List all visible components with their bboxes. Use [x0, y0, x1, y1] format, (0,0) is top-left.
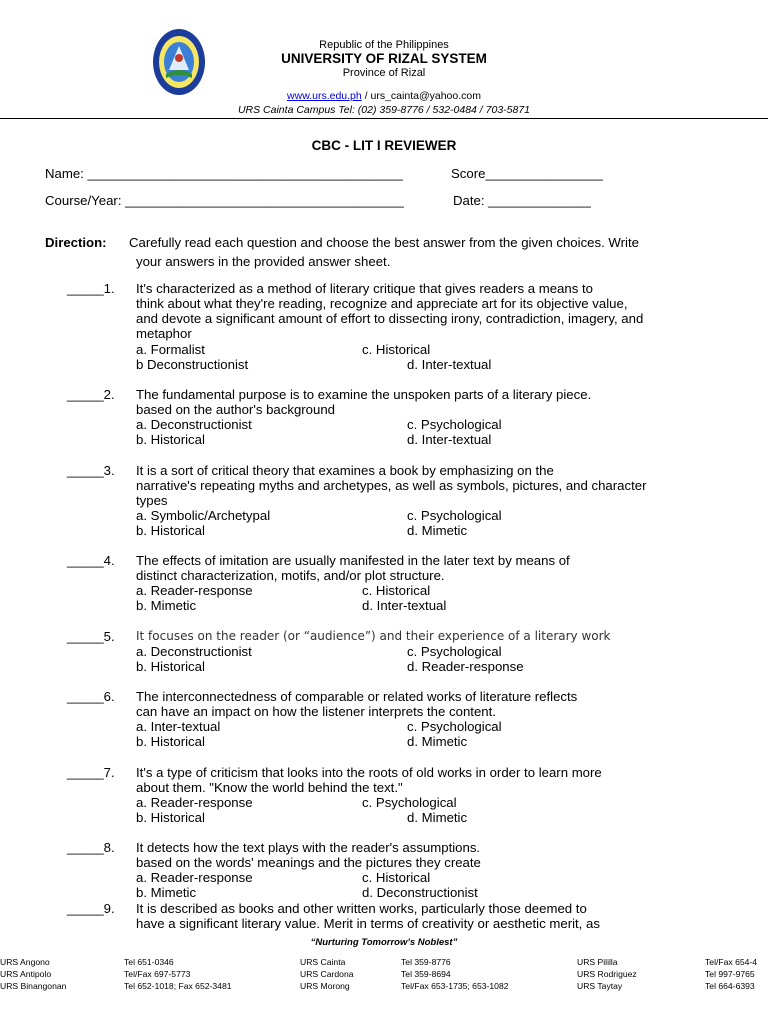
stem-line: It's characterized as a method of literary critique that gives readers a means to	[136, 281, 593, 296]
choice-d: d. Inter-textual	[362, 598, 447, 613]
date-field: Date: ______________	[453, 193, 591, 208]
question-stem	[136, 840, 481, 870]
footer-phone: Tel/Fax 654-4	[705, 957, 758, 967]
choice-d: d. Deconstructionist	[362, 885, 478, 900]
stem-line: based on the words' meanings and the pictures they create	[136, 855, 481, 870]
choice-b: b. Historical	[136, 734, 205, 749]
question-stem	[136, 281, 643, 341]
stem-line: It focuses on the reader (or “audience”) and their experience of a literary work	[136, 629, 611, 643]
header-university: UNIVERSITY OF RIZAL SYSTEM	[281, 51, 487, 66]
footer-phone: Tel 651-0346	[124, 957, 174, 967]
choice-a: a. Reader-response	[136, 583, 253, 598]
stem-line: It is described as books and other written works, particularly those deemed to	[136, 901, 587, 916]
stem-line: narrative's repeating myths and archetypes, as well as symbols, pictures, and character	[136, 478, 647, 493]
choice-a: a. Deconstructionist	[136, 644, 252, 659]
choice-a: a. Formalist	[136, 342, 205, 357]
footer-campus: URS Pililla	[577, 957, 618, 967]
question-number: _____8.	[67, 840, 115, 855]
stem-line: The interconnectedness of comparable or related works of literature reflects	[136, 689, 578, 704]
choice-b: b. Mimetic	[136, 885, 197, 900]
stem-line: have a significant literary value. Merit in terms of creativity or aesthetic merit, as	[136, 916, 600, 931]
direction-line-2: your answers in the provided answer sheet.	[136, 254, 391, 269]
stem-line: It is a sort of critical theory that examines a book by emphasizing on the	[136, 463, 554, 478]
question-number: _____2.	[67, 387, 115, 402]
stem-line: based on the author's background	[136, 402, 336, 417]
header-province: Province of Rizal	[342, 67, 426, 79]
choice-c: c. Historical	[362, 870, 431, 885]
footer-campus: URS Binangonan	[0, 981, 67, 991]
choice-d: d. Mimetic	[407, 810, 468, 825]
choice-b: b. Historical	[136, 659, 205, 674]
footer-phone: Tel 359-8694	[401, 969, 451, 979]
choice-c: c. Psychological	[407, 719, 502, 734]
header-campus: URS Cainta Campus Tel: (02) 359-8776 / 532-0484 / 703-5871	[237, 104, 531, 116]
choice-a: a. Reader-response	[136, 870, 253, 885]
motto: “Nurturing Tomorrow’s Noblest”	[310, 937, 458, 948]
choice-a: a. Symbolic/Archetypal	[136, 508, 271, 523]
choice-c: c. Psychological	[362, 795, 457, 810]
direction-line-1: Carefully read each question and choose the best answer from the given choices. Write	[129, 235, 639, 250]
question-number: _____9.	[67, 901, 115, 916]
stem-line: can have an impact on how the listener interprets the content.	[136, 704, 496, 719]
header-republic: Republic of the Philippines	[319, 39, 449, 51]
direction-label: Direction:	[45, 235, 107, 250]
question-number: _____4.	[67, 553, 115, 568]
choice-d: d. Reader-response	[407, 659, 524, 674]
choice-c: c. Historical	[362, 342, 431, 357]
stem-line: and devote a significant amount of effort to dissecting irony, contradiction, imagery, and	[136, 311, 644, 326]
question-stem	[136, 765, 602, 795]
question-number: _____1.	[67, 281, 115, 296]
choice-a: a. Reader-response	[136, 795, 253, 810]
choice-c: c. Psychological	[407, 508, 502, 523]
stem-line: metaphor	[136, 326, 192, 341]
stem-line: It's a type of criticism that looks into the roots of old works in order to learn more	[136, 765, 602, 780]
footer-phone: Tel/Fax 653-1735; 653-1082	[401, 981, 509, 991]
stem-line: think about what they're reading, recognize and appreciate art for its objective value,	[136, 296, 628, 311]
question-stem	[136, 387, 591, 417]
choice-b: b Deconstructionist	[136, 357, 249, 372]
question-number: _____7.	[67, 765, 115, 780]
question-number: _____6.	[67, 689, 115, 704]
score-field: Score________________	[451, 166, 603, 181]
stem-line: types	[136, 493, 168, 508]
choice-a: a. Inter-textual	[136, 719, 221, 734]
header-divider	[0, 118, 768, 119]
page-title: CBC - LIT I REVIEWER	[311, 138, 457, 153]
footer-phone: Tel/Fax 697-5773	[124, 969, 191, 979]
choice-b: b. Historical	[136, 523, 205, 538]
choice-b: b. Historical	[136, 810, 205, 825]
footer-phone: Tel 359-8776	[401, 957, 451, 967]
choice-a: a. Deconstructionist	[136, 417, 252, 432]
footer-phone: Tel 652-1018; Fax 652-3481	[124, 981, 232, 991]
header-contact	[0, 90, 768, 102]
footer-campus: URS Taytay	[577, 981, 623, 991]
footer-campus: URS Cardona	[300, 969, 354, 979]
stem-line: distinct characterization, motifs, and/or plot structure.	[136, 568, 445, 583]
question-stem	[136, 629, 611, 644]
choice-d: d. Inter-textual	[407, 432, 492, 447]
name-field: Name: ___________________________________________	[45, 166, 403, 181]
question-number: _____3.	[67, 463, 115, 478]
email-text: / urs_cainta@yahoo.com	[361, 90, 481, 102]
stem-line: It detects how the text plays with the reader's assumptions.	[136, 840, 481, 855]
question-stem	[136, 463, 646, 508]
choice-b: b. Historical	[136, 432, 205, 447]
question-stem	[136, 901, 600, 931]
footer-campus: URS Angono	[0, 957, 50, 967]
question-stem	[136, 689, 577, 719]
choice-b: b. Mimetic	[136, 598, 197, 613]
footer-campus: URS Morong	[300, 981, 350, 991]
footer-campus: URS Antipolo	[0, 969, 52, 979]
choice-c: c. Historical	[362, 583, 431, 598]
choice-d: d. Mimetic	[407, 734, 468, 749]
choice-d: d. Inter-textual	[407, 357, 492, 372]
footer-campus: URS Rodriguez	[577, 969, 637, 979]
choice-c: c. Psychological	[407, 644, 502, 659]
stem-line: about them. "Know the world behind the text."	[136, 780, 403, 795]
website-link[interactable]: www.urs.edu.ph	[287, 90, 362, 102]
question-stem	[136, 553, 570, 583]
course-year-field: Course/Year: ______________________________________	[45, 193, 404, 208]
stem-line: The fundamental purpose is to examine the unspoken parts of a literary piece.	[136, 387, 592, 402]
footer-campus: URS Cainta	[300, 957, 346, 967]
footer-phone: Tel 664-6393	[705, 981, 755, 991]
stem-line: The effects of imitation are usually manifested in the later text by means of	[136, 553, 570, 568]
choice-c: c. Psychological	[407, 417, 502, 432]
footer-phone: Tel 997-9765	[705, 969, 755, 979]
question-number: _____5.	[67, 629, 115, 644]
choice-d: d. Mimetic	[407, 523, 468, 538]
